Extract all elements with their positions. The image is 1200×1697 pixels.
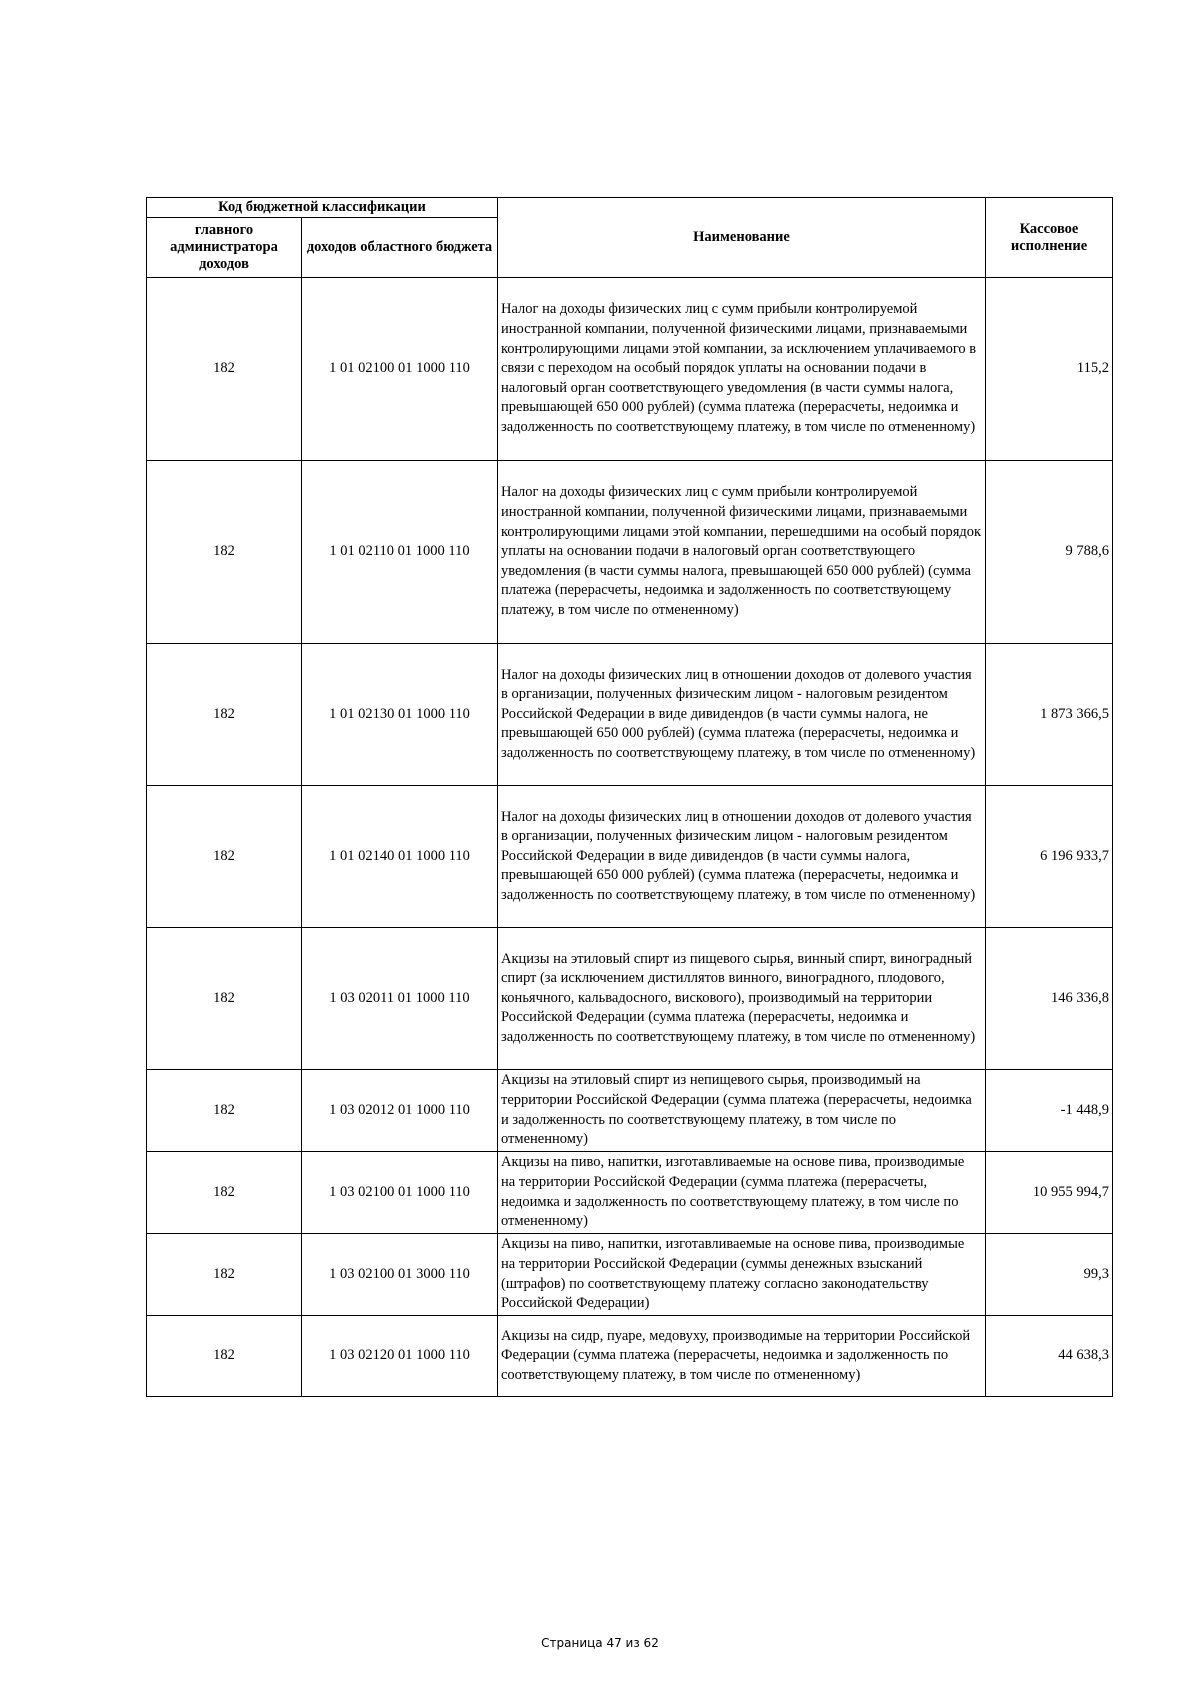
budget-revenue-table — [146, 197, 1113, 1397]
table-row — [147, 278, 1113, 461]
amount-cell: 44 638,3 — [986, 1316, 1113, 1397]
table-row — [147, 461, 1113, 644]
name-cell: Акцизы на этиловый спирт из непищевого сырья, производимый на территории Российской Федерации (сумма платежа (перерасчеты, недоимка и задолженность по соответствующему платежу, в том числе по отмененному) — [498, 1070, 986, 1152]
admin-cell: 182 — [147, 644, 302, 786]
table-header — [147, 198, 1113, 278]
admin-cell: 182 — [147, 461, 302, 644]
amount-cell: 1 873 366,5 — [986, 644, 1113, 786]
name-cell: Акцизы на пиво, напитки, изготавливаемые на основе пива, производимые на территории Российской Федерации (сумма платежа (перерасчеты, недоимка и задолженность по соответствующему платежу, в том числе по отмененному) — [498, 1152, 986, 1234]
header-classification-code: Код бюджетной классификации — [147, 198, 498, 218]
code-cell: 1 03 02012 01 1000 110 — [302, 1070, 498, 1152]
code-cell: 1 01 02110 01 1000 110 — [302, 461, 498, 644]
amount-cell: 9 788,6 — [986, 461, 1113, 644]
code-cell: 1 03 02100 01 1000 110 — [302, 1152, 498, 1234]
header-amount: Кассовое исполнение — [986, 198, 1113, 278]
amount-cell: 10 955 994,7 — [986, 1152, 1113, 1234]
amount-cell: 115,2 — [986, 278, 1113, 461]
header-code: доходов областного бюджета — [302, 218, 498, 278]
name-cell: Акцизы на пиво, напитки, изготавливаемые на основе пива, производимые на территории Российской Федерации (суммы денежных взысканий (штрафов) по соответствующему платежу согласно законодательству Российской Федерации) — [498, 1234, 986, 1316]
admin-cell: 182 — [147, 1070, 302, 1152]
header-row-group — [147, 198, 1113, 218]
code-cell: 1 01 02100 01 1000 110 — [302, 278, 498, 461]
table-row — [147, 1316, 1113, 1397]
name-cell: Налог на доходы физических лиц в отношении доходов от долевого участия в организации, полученных физическим лицом - налоговым резидентом Российской Федерации в виде дивидендов (в части суммы налога, превышающей 650 000 рублей) (сумма платежа (перерасчеты, недоимка и задолженность по соответствующему платежу, в том числе по отмененному) — [498, 786, 986, 928]
admin-cell: 182 — [147, 928, 302, 1070]
admin-cell: 182 — [147, 786, 302, 928]
name-cell: Акцизы на сидр, пуаре, медовуху, производимые на территории Российской Федерации (сумма платежа (перерасчеты, недоимка и задолженность по соответствующему платежу, в том числе по отмененному) — [498, 1316, 986, 1397]
table-row — [147, 1152, 1113, 1234]
name-cell: Акцизы на этиловый спирт из пищевого сырья, винный спирт, виноградный спирт (за исключением дистиллятов винного, виноградного, плодового, коньячного, кальвадосного, вискового), производимый на территории Российской Федерации (сумма платежа (перерасчеты, недоимка и задолженность по соответствующему платежу, в том числе по отмененному) — [498, 928, 986, 1070]
name-cell: Налог на доходы физических лиц с сумм прибыли контролируемой иностранной компании, полученной физическими лицами, признаваемыми контролирующими лицами этой компании, за исключением уплачиваемого в связи с переходом на особый порядок уплаты на основании подачи в налоговый орган соответствующего уведомления (в части суммы налога, превышающей 650 000 рублей) (сумма платежа (перерасчеты, недоимка и задолженность по соответствующему платежу, в том числе по отмененному) — [498, 278, 986, 461]
code-cell: 1 03 02100 01 3000 110 — [302, 1234, 498, 1316]
table-row — [147, 928, 1113, 1070]
admin-cell: 182 — [147, 1234, 302, 1316]
header-name: Наименование — [498, 198, 986, 278]
name-cell: Налог на доходы физических лиц с сумм прибыли контролируемой иностранной компании, полученной физическими лицами, признаваемыми контролирующими лицами этой компании, перешедшими на особый порядок уплаты на основании подачи в налоговый орган соответствующего уведомления (в части суммы налога, превышающей 650 000 рублей) (сумма платежа (перерасчеты, недоимка и задолженность по соответствующему платежу, в том числе по отмененному) — [498, 461, 986, 644]
table-row — [147, 1070, 1113, 1152]
header-admin: главного администратора доходов — [147, 218, 302, 278]
admin-cell: 182 — [147, 278, 302, 461]
code-cell: 1 03 02120 01 1000 110 — [302, 1316, 498, 1397]
code-cell: 1 01 02140 01 1000 110 — [302, 786, 498, 928]
table-row — [147, 644, 1113, 786]
table-row — [147, 1234, 1113, 1316]
name-cell: Налог на доходы физических лиц в отношении доходов от долевого участия в организации, полученных физическим лицом - налоговым резидентом Российской Федерации в виде дивидендов (в части суммы налога, не превышающей 650 000 рублей) (сумма платежа (перерасчеты, недоимка и задолженность по соответствующему платежу, в том числе по отмененному) — [498, 644, 986, 786]
page-number: Страница 47 из 62 — [541, 1636, 659, 1650]
amount-cell: -1 448,9 — [986, 1070, 1113, 1152]
code-cell: 1 03 02011 01 1000 110 — [302, 928, 498, 1070]
code-cell: 1 01 02130 01 1000 110 — [302, 644, 498, 786]
admin-cell: 182 — [147, 1152, 302, 1234]
amount-cell: 99,3 — [986, 1234, 1113, 1316]
amount-cell: 146 336,8 — [986, 928, 1113, 1070]
amount-cell: 6 196 933,7 — [986, 786, 1113, 928]
admin-cell: 182 — [147, 1316, 302, 1397]
table-row — [147, 786, 1113, 928]
table-body — [147, 278, 1113, 1397]
